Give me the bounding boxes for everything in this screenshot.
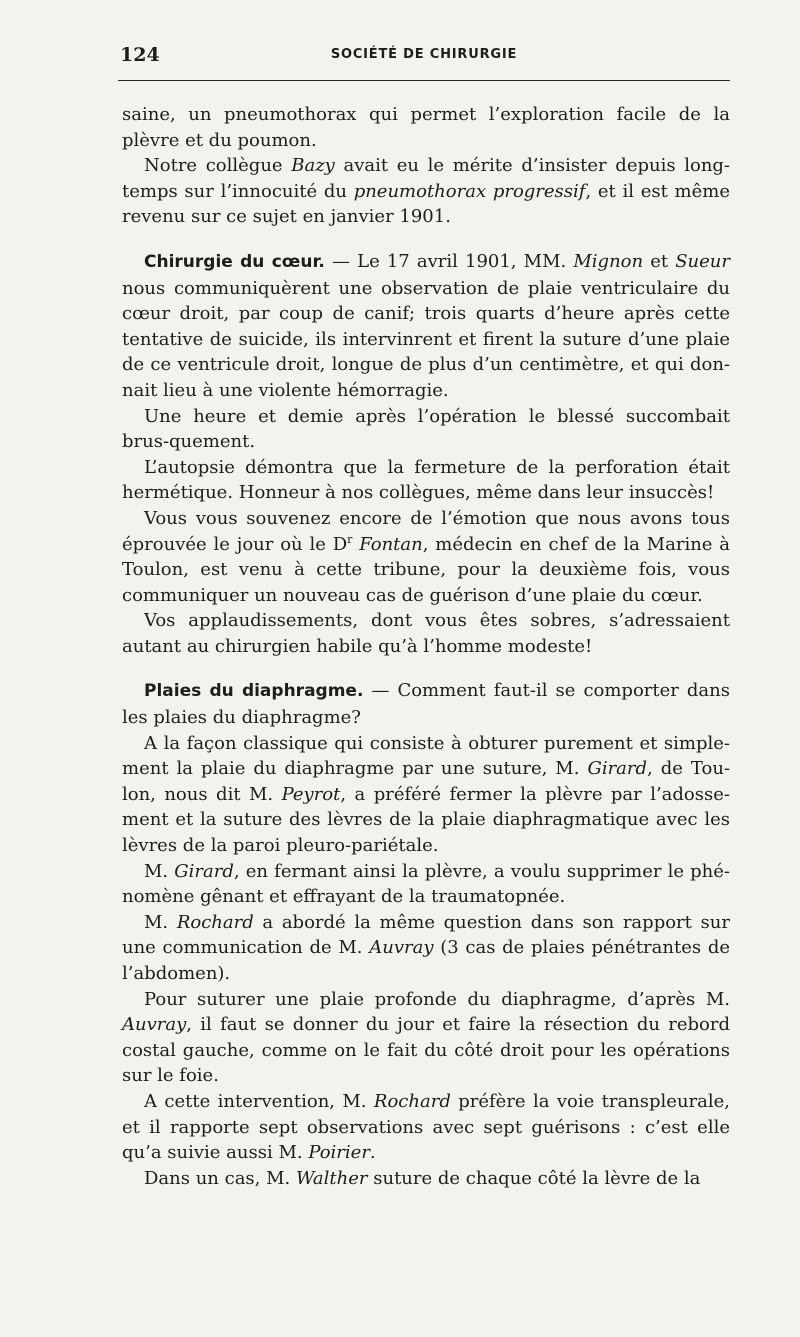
paragraph-1: saine, un pneumothorax qui permet l’exploration facile de la plèvre et du poumon. bbox=[122, 104, 730, 151]
paragraph-2: Notre collègue Bazy avait eu le mérite d’insister depuis long-temps sur l’innocuité du pneumothorax progressif, et il est même revenu sur ce sujet en janvier 1901. bbox=[122, 155, 731, 228]
author-name: Girard bbox=[174, 860, 234, 882]
paragraph-14: Dans un cas, M. Walther suture de chaque côté la lèvre de la bbox=[144, 1167, 701, 1189]
author-name: Bazy bbox=[291, 155, 335, 177]
paragraph-7: Vos applaudissements, dont vous êtes sobres, s’adressaient autant au chirurgien habile qu’à l’homme modeste! bbox=[122, 610, 730, 657]
paragraph-9: A la façon classique qui consiste à obturer purement et simple-ment la plaie du diaphragme par une suture, M. Girard, de Tou-lon, nous dit M. Peyrot, a préféré fermer la plèvre par l’adosse-ment et la suture des lèvres de la plaie diaphragmatique avec les lèvres de la paroi pleuro-pariétale. bbox=[122, 732, 730, 857]
author-name: Auvray bbox=[369, 937, 434, 959]
author-name: Auvray bbox=[122, 1014, 187, 1036]
paragraph-10: M. Girard, en fermant ainsi la plèvre, a voulu supprimer le phé-nomène gênant et effrayant de la traumatopnée. bbox=[122, 860, 730, 908]
paragraph-4: Une heure et demie après l’opération le blessé succombait brus-quement. bbox=[122, 405, 730, 453]
author-name: Walther bbox=[296, 1167, 368, 1189]
author-name: Poirier bbox=[308, 1142, 370, 1164]
page-header bbox=[118, 40, 730, 74]
author-name: Fontan bbox=[359, 533, 423, 555]
paragraph-12: Pour suturer une plaie profonde du diaphragme, d’après M. Auvray, il faut se donner du jour et faire la résection du rebord costal gauche, comme on le fait du côté droit pour les opérations sur le foie. bbox=[122, 988, 730, 1087]
running-title: SOCIÉTÉ DE CHIRURGIE bbox=[330, 47, 518, 62]
paragraph-13: A cette intervention, M. Rochard préfère la voie transpleurale, et il rapporte sept observations avec sept guérisons : c’est elle qu’a suivie aussi M. Poirier. bbox=[122, 1090, 730, 1164]
author-name: Sueur bbox=[675, 250, 730, 272]
author-name: Girard bbox=[587, 758, 648, 780]
author-name: Mignon bbox=[573, 250, 644, 272]
author-name: Peyrot bbox=[281, 783, 341, 805]
italic-term: pneumothorax progressif bbox=[353, 180, 586, 202]
paragraph-chirurgie-du-coeur: Chirurgie du cœur. — Le 17 avril 1901, MM. Mignon et Sueur nous communiquèrent une observation de plaie ventriculaire du cœur droit, par coup de canif; trois quarts d’heure après cette tentative de suicide, ils intervinrent et firent la suture d’une plaie de ce ventricule droit, longue de plus d’un centimètre, et qui don-nait lieu à une violente hémorragie. bbox=[122, 250, 730, 401]
header-rule bbox=[118, 80, 730, 81]
paragraph-11: M. Rochard a abordé la même question dans son rapport sur une communication de M. Auvray (3 cas de plaies pénétrantes de l’abdomen). bbox=[122, 911, 730, 984]
author-name: Rochard bbox=[373, 1090, 451, 1112]
paragraph-6: Vous vous souvenez encore de l’émotion que nous avons tous éprouvée le jour où le $D^r$ Fontan, médecin en chef de la Marine à Toulon, est venu à cette tribune, pour la deuxième fois, vous communiquer un nouveau cas de guérison d’une plaie du cœur. bbox=[122, 507, 731, 606]
page-number: 124 bbox=[120, 44, 160, 66]
body-text bbox=[122, 102, 730, 1191]
author-name: Rochard bbox=[176, 911, 254, 933]
paragraph-plaies-du-diaphragme: Plaies du diaphragme. — Comment faut-il se comporter dans les plaies du diaphragme? bbox=[122, 680, 730, 729]
section-heading: Chirurgie du cœur. bbox=[144, 251, 325, 272]
superscript: r bbox=[347, 532, 353, 546]
paragraph-5: L’autopsie démontra que la fermeture de la perforation était hermétique. Honneur à nos collègues, même dans leur insuccès! bbox=[122, 456, 730, 504]
section-heading: Plaies du diaphragme. bbox=[144, 681, 364, 702]
